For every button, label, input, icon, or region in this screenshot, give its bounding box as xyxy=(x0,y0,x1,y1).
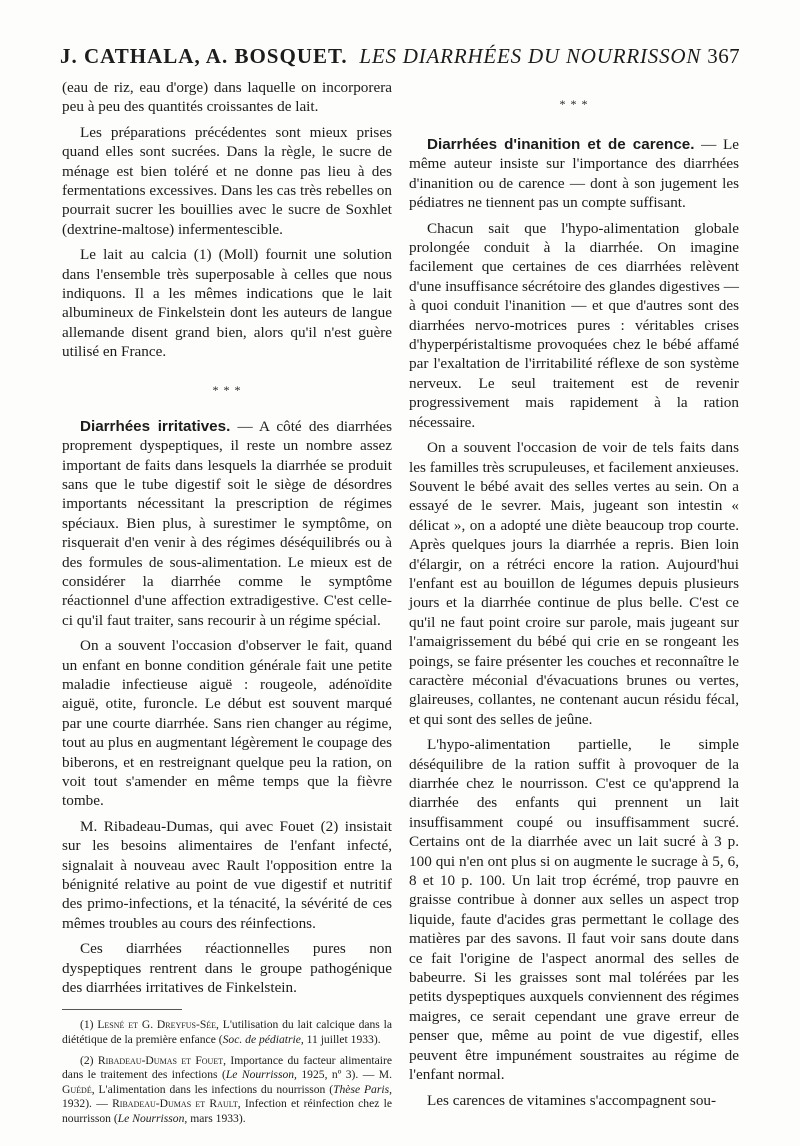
footnote-source: Le Nourrisson, xyxy=(225,1068,297,1082)
footnote-text: 1925, nº 3). — xyxy=(296,1068,379,1082)
paragraph: Chacun sait que l'hypo-alimentation globale prolongée conduit à la diarrhée. On imagine facilement que certaines de ces diarrhées relèvent d'une insuffisance sécrétoire des glandes digestives — à quoi conduit l'inanition — et que d'autres sont des diarrhées nervo-motrices pures : véritables crises d'hyperpéristaltisme provoquées chez le bébé affamé par l'exaltation de l'irritabilité réflexe de son système nerveux. Le seul traitement est de revenir progressivement mais rapidement à la ration nécessaire. xyxy=(409,219,739,431)
footnote-authors: M. Guédé, xyxy=(62,1068,392,1096)
footnote-authors: Lesné et G. Dreyfus-Sée, xyxy=(97,1018,219,1032)
paragraph: Les carences de vitamines s'accompagnent sou- xyxy=(427,1091,717,1109)
paragraph: M. Ribadeau-Dumas, qui avec Fouet (2) insistait sur les besoins alimentaires de l'enfant infecté, signalait à nouveau avec Rault l'opposition entre la bénignité relative au point de vue digestif et nutritif des primo-infections, et la ténacité, la sévérité de ces mêmes troubles au cours des réinfections. xyxy=(62,817,392,932)
paragraph: On a souvent l'occasion d'observer le fait, quand un enfant en bonne condition générale fait une petite maladie infectieuse aiguë : rougeole, adénoïdite aiguë, otite, furoncle. Le début est souvent marqué par une courte diarrhée. Sans rien changer au régime, tout au plus en augmentant légèrement le coupage des biberons, et en restreignant quelque peu la ration, on voit tout s'amender en même temps que la fièvre tombe. xyxy=(62,637,392,810)
paragraph: Ces diarrhées réactionnelles pures non dyspeptiques rentrent dans le groupe pathogénique des diarrhées irritatives de Finkelstein. xyxy=(62,940,392,997)
footnote xyxy=(62,1054,392,1127)
footnote-text: 11 juillet 1933). xyxy=(303,1033,381,1047)
separator-asterisks: * * * xyxy=(212,382,242,397)
footnote-rule xyxy=(62,1009,182,1018)
paragraph: L'hypo-alimentation partielle, le simple déséquilibre de la ration suffit à provoquer de la diarrhée chez le nourrisson. C'est ce qu'apprend la diarrhée des enfants qui prennent un lait insuffisamment coupé ou insuffisamment sucré. Certains ont de la diarrhée avec un lait sucré à 3 p. 100 qui n'en ont plus si on augmente le sucrage à 5, 6, 8 et 10 p. 100. Un lait trop écrémé, trop pauvre en graisse contribue à donner aux selles un aspect trop liquide, faute d'acides gras permettant le collage des matières par des savons. Il faut voir sans doute dans ce fait l'origine de l'aspect anormal des selles de babeurre. Si les graisses sont mal tolérées par les petits dyspeptiques auxquels conviennent des régimes maigres, ce serait cependant une grave erreur de penser que, même au point de vue digestif, elles peuvent être impunément soustraites au régime de l'enfant normal. xyxy=(409,736,739,1084)
section-separator xyxy=(62,382,392,397)
header-authors: J. CATHALA, A. BOSQUET. xyxy=(60,44,348,68)
paragraph: Les préparations précédentes sont mieux prises quand elles sont sucrées. Dans la règle, le sucre de ménage est bien toléré et ne donne pas lieu à des fermentations excessives. Dans les cas très rebelles on pourrait sucrer les bouillies avec le sucre de Soxhlet (dextrine-maltose) infermentescible. xyxy=(62,123,392,238)
paragraph: Le lait au calcia (1) (Moll) fournit une solution dans l'ensemble très superposable à celles que nous indiquons. Il a les mêmes indications que le lait albumineux de Finkelstein dont les auteurs de langue allemande disent grand bien, alors qu'il n'est guère utilisé en France. xyxy=(62,246,392,361)
footnote-text: 1932). — xyxy=(62,1097,113,1111)
section-heading: Diarrhées irritatives. xyxy=(80,417,231,435)
footnote-text: L'utilisation du lait calcique dans la diététique de la première enfance ( xyxy=(62,1018,392,1047)
footnote-authors: Ribadeau-Dumas et Rault, xyxy=(112,1097,241,1111)
running-header xyxy=(60,44,740,74)
page-number: 367 xyxy=(707,44,740,68)
paragraph: (eau de riz, eau d'orge) dans laquelle on incorporera peu à peu des quantités croissantes de lait. xyxy=(62,79,392,116)
paragraph: On a souvent l'occasion de voir de tels faits dans les familles très scrupuleuses, et facilement anxieuses. Souvent le bébé avait des selles vertes au sein. On a essayé de le sevrer. Mais, jugeant son intestin « délicat », on a adopté une diète beaucoup trop courte. Après quelques jours la diarrhée a repris. Bien loin d'élargir, on a rétréci encore la ration. Aujourd'hui l'enfant est au bouillon de légumes depuis plusieurs jours et la diarrhée continue de plus belle. C'est ce qu'il ne faut point croire sur parole, mais jugeant sur l'amaigrissement du bébé qui crie en se rongeant les poings, se faire présenter les couches et reconnaître le caractère méconial d'évacuations brunes ou vertes, glaireuses, collantes, ne contenant aucun résidu fécal, et qui sont des selles de jeûne. xyxy=(409,439,739,728)
footnotes xyxy=(62,1018,392,1126)
section-heading: Diarrhées d'inanition et de carence. xyxy=(427,136,695,153)
paragraph-text: — Le même auteur insiste sur l'importance des diarrhées d'inanition ou de carence — dont à son jugement les pédiatres ne tiennent pas un compte suffisant. xyxy=(409,136,739,212)
footnote-text: Infection et réinfection chez le nourrisson ( xyxy=(62,1097,392,1126)
footnote-source: Le Nourrisson, xyxy=(117,1112,188,1126)
footnote-text: Importance du facteur alimentaire dans le traitement des infections ( xyxy=(62,1053,392,1082)
footnote-marker: (1) xyxy=(80,1018,98,1032)
section-separator xyxy=(409,97,739,111)
footnote-text: mars 1933). xyxy=(187,1112,246,1126)
footnote-marker: (2) xyxy=(80,1053,98,1067)
separator-asterisks: * * * xyxy=(559,97,589,111)
footnote-authors: Ribadeau-Dumas et Fouet, xyxy=(97,1053,227,1067)
footnote-source: Soc. de pédiatrie, xyxy=(222,1033,304,1047)
footnote xyxy=(62,1018,392,1047)
paragraph xyxy=(409,135,739,213)
right-column xyxy=(409,78,739,1116)
header-title: LES DIARRHÉES DU NOURRISSON xyxy=(359,44,702,68)
paragraph-text: — A côté des diarrhées proprement dyspeptiques, il reste un nombre assez important de faits dans lesquels la diarrhée se produit sans que le tube digestif soit le siège de désordres importants nécessitant la prescription de régimes spéciaux. Bien plus, à surestimer le symptôme, on risquerait d'en venir à des régimes déséquilibrés ou à des formules de sous-alimentation. Le mieux est de considérer la diarrhée comme le symptôme réactionnel d'une affection extradigestive. C'est celle-ci qu'il faut traiter, sans recourir à un régime spécial. xyxy=(62,417,392,629)
footnote-text: L'alimentation dans les infections du nourrisson ( xyxy=(94,1082,334,1096)
footnote-source: Thèse Paris, xyxy=(333,1082,392,1096)
left-column xyxy=(62,78,392,1133)
paragraph xyxy=(62,417,392,630)
